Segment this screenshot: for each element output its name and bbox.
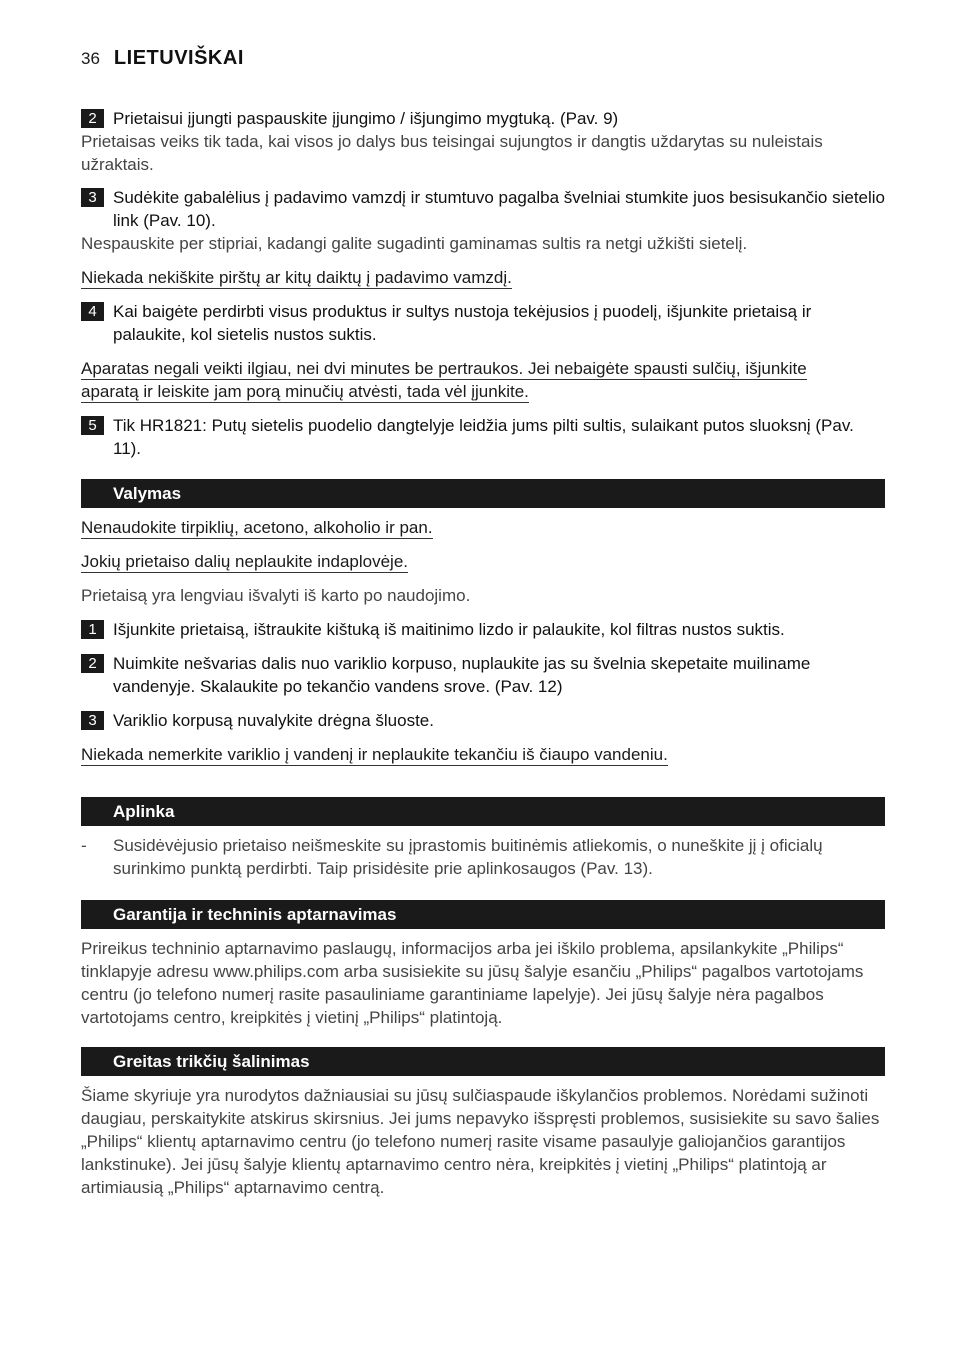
- bullet-dash: -: [81, 836, 87, 855]
- bullet-text: Susidėvėjusio prietaiso neišmeskite su įprastomis buitinėmis atliekomis, o nuneškite jį į oficialų surinkimo punktą perdirbti. Taip prisidėsite prie aplinkosaugos (Pav. 13).: [113, 836, 823, 878]
- warning-text: Aparatas negali veikti ilgiau, nei dvi minutes be pertraukos. Jei nebaigėte spausti sulčių, išjunkite: [81, 359, 807, 378]
- step-item: [81, 300, 885, 346]
- warning-text: Niekada nekiškite pirštų ar kitų daiktų į padavimo vamzdį.: [81, 268, 512, 287]
- step-item: [81, 652, 885, 698]
- step-number-badge: 3: [81, 711, 104, 730]
- cleaning-step-1: [81, 618, 885, 641]
- warning-block: [81, 550, 885, 573]
- warning-block: [81, 357, 885, 403]
- step-item: [81, 618, 885, 641]
- step-item: [81, 107, 885, 130]
- step-number-badge: 2: [81, 654, 104, 673]
- warning-text: Nenaudokite tirpiklių, acetono, alkoholio ir pan.: [81, 518, 433, 537]
- warning-text: Niekada nemerkite variklio į vandenį ir neplaukite tekančiu iš čiaupo vandeniu.: [81, 745, 668, 764]
- step-text: Prietaisui įjungti paspauskite įjungimo / išjungimo mygtuką. (Pav. 9): [113, 109, 619, 128]
- step-5-block: [81, 414, 885, 460]
- section-heading-garantija: Garantija ir techninis aptarnavimas: [81, 900, 885, 929]
- guarantee-text: Prireikus techninio aptarnavimo paslaugų, informacijos arba jei iškilo problema, apsilankykite „Philips“ tinklapyje adresu www.philips.com arba susisiekite su jūsų šalyje esančiu „Philips“ pagalbos vartotojams centru (jo telefono numerį rasite pasauliniame garantiniame lapelyje). Jei jūsų šalyje nėra pagalbos vartotojams centro, kreipkitės į vietinį „Philips“ platintoją.: [81, 939, 864, 1027]
- step-4-block: [81, 300, 885, 346]
- warning-text: aparatą ir leiskite jam porą minučių atvėsti, tada vėl įjunkite.: [81, 382, 529, 401]
- troubleshooting-text: Šiame skyriuje yra nurodytos dažniausiai su jūsų sulčiaspaude iškylančios problemos. Norėdami sužinoti daugiau, perskaitykite atskirus skirsnius. Jei jums nepavyko išspręsti problemos, susisiekite su savo šalies „Philips“ klientų aptarnavimo centru (jo telefono numerį rasite visame pasaulyje galiojančios garantijos lankstinuke). Jei jūsų šalyje klientų aptarnavimo centro nėra, kreipkitės į vietinį „Philips“ platintoją ar artimiausią „Philips“ aptarnavimo centrą.: [81, 1086, 880, 1197]
- step-text: Išjunkite prietaisą, ištraukite kištuką iš maitinimo lizdo ir palaukite, kol filtras nustos suktis.: [113, 620, 785, 639]
- step-text: Sudėkite gabalėlius į padavimo vamzdį ir stumtuvo pagalba švelniai stumkite juos besisukančio sietelio link (Pav. 10).: [113, 188, 886, 230]
- cleaning-step-2: [81, 652, 885, 698]
- environment-bullet: [81, 834, 885, 880]
- step-item: [81, 186, 885, 232]
- step-item: [81, 414, 885, 460]
- list-item: [81, 834, 885, 880]
- cleaning-step-3: [81, 709, 885, 732]
- step-number-badge: 5: [81, 416, 104, 435]
- warning-block: [81, 516, 885, 539]
- page-header: [81, 47, 244, 75]
- step-number-badge: 4: [81, 302, 104, 321]
- language-title: LIETUVIŠKAI: [113, 47, 244, 69]
- warning-text: Jokių prietaiso dalių neplaukite indaplovėje.: [81, 552, 408, 571]
- step-text: Nuimkite nešvarias dalis nuo variklio korpuso, nuplaukite jas su švelnia skepetaite muiliname vandenyje. Skalaukite po tekančio vandens srove. (Pav. 12): [113, 654, 811, 696]
- step-3-block: [81, 186, 885, 255]
- step-number-badge: 3: [81, 188, 104, 207]
- step-item: [81, 709, 885, 732]
- warning-block: [81, 266, 885, 289]
- step-text: Kai baigėte perdirbti visus produktus ir sultys nustoja tekėjusios į puodelį, išjunkite prietaisą ir palaukite, kol sietelis nustos suktis.: [113, 302, 812, 344]
- page-number: 36: [81, 49, 100, 68]
- step-text: Tik HR1821: Putų sietelis puodelio dangtelyje leidžia jums pilti sultis, sulaikant putos sluoksnį (Pav. 11).: [113, 416, 854, 458]
- section-heading-aplinka: Aplinka: [81, 797, 885, 826]
- step-text: Variklio korpusą nuvalykite drėgna šluoste.: [113, 711, 434, 730]
- cleaning-intro: Prietaisą yra lengviau išvalyti iš karto po naudojimo.: [81, 586, 471, 605]
- step-number-badge: 1: [81, 620, 104, 639]
- section-heading-valymas: Valymas: [81, 479, 885, 508]
- section-heading-troubleshooting: Greitas trikčių šalinimas: [81, 1047, 885, 1076]
- step-note: Prietaisas veiks tik tada, kai visos jo dalys bus teisingai sujungtos ir dangtis uždarytas su nuleistais užraktais.: [81, 132, 823, 174]
- step-note: Nespauskite per stipriai, kadangi galite sugadinti gaminamas sultis ra netgi užkišti sietelį.: [81, 234, 748, 253]
- warning-block: [81, 743, 885, 766]
- step-number-badge: 2: [81, 109, 104, 128]
- step-2-block: [81, 107, 885, 176]
